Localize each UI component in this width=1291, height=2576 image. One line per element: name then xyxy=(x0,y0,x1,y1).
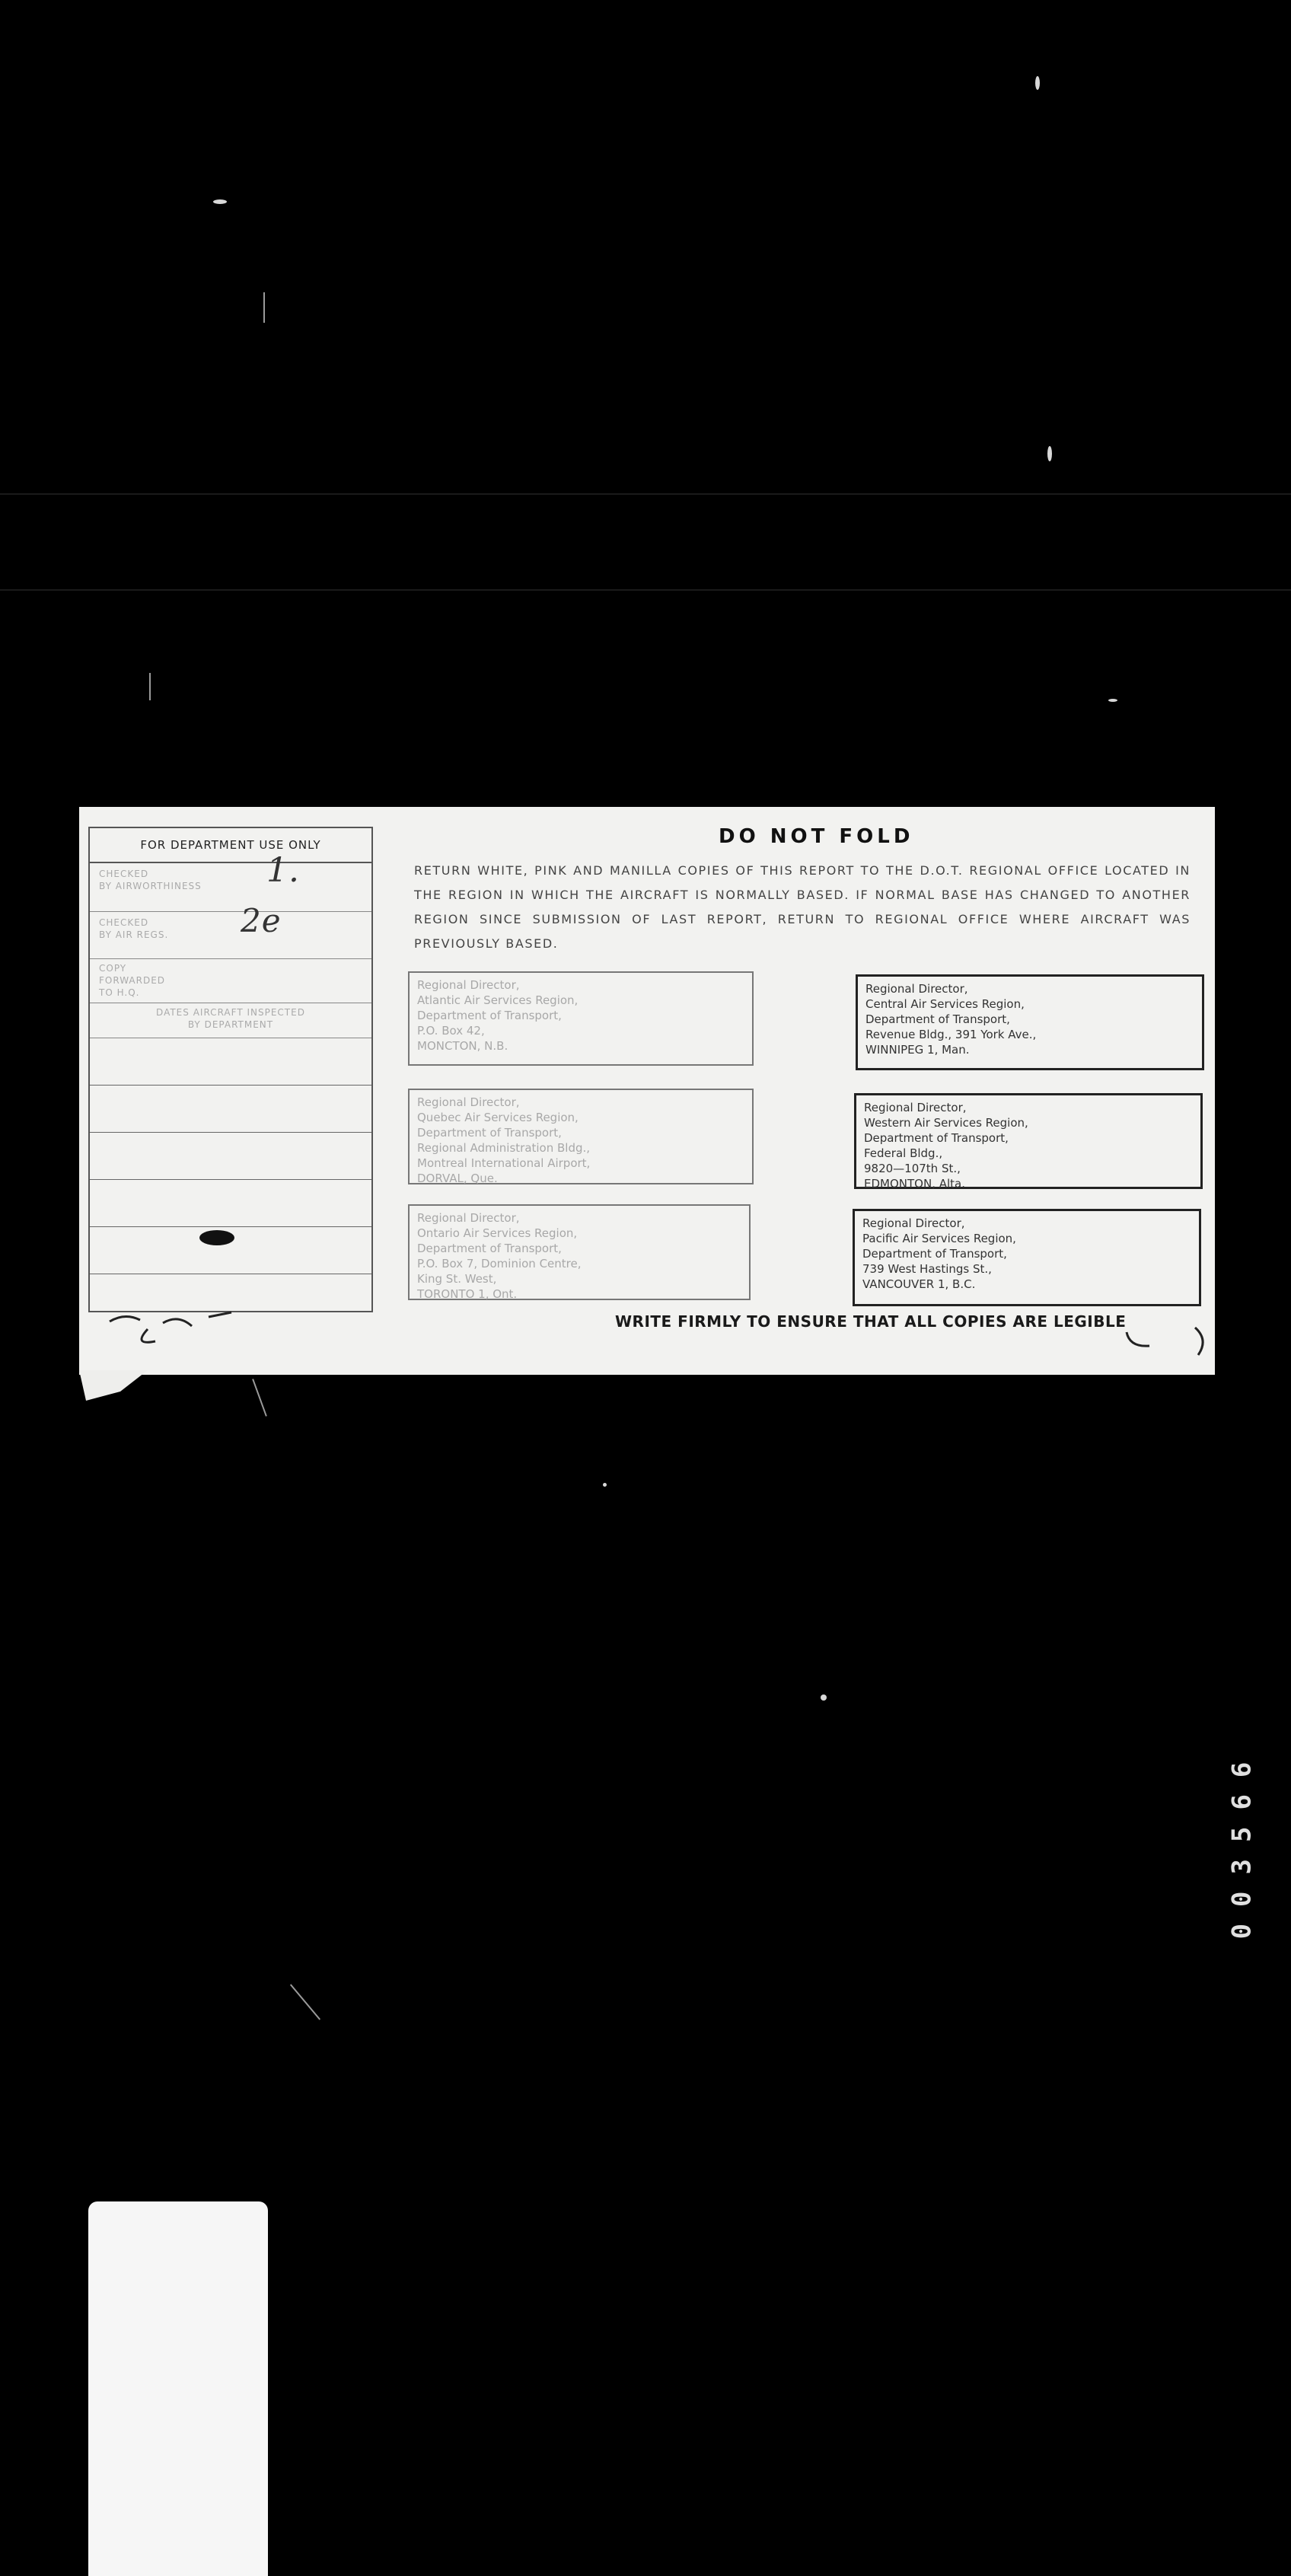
legibility-notice: WRITE FIRMLY TO ENSURE THAT ALL COPIES ARE LEGIBLE xyxy=(615,1312,1127,1331)
address-line: TORONTO 1, Ont. xyxy=(417,1287,518,1301)
copy-forwarded-row xyxy=(90,959,371,1003)
row-label: TO H.Q. xyxy=(99,987,140,998)
address-line: Department of Transport, xyxy=(417,1009,562,1022)
address-line: Regional Director, xyxy=(417,1211,520,1225)
film-speck xyxy=(1108,699,1117,702)
address-line: Montreal International Airport, xyxy=(417,1156,591,1170)
address-line: Regional Director, xyxy=(417,978,520,992)
address-line: Ontario Air Services Region, xyxy=(417,1226,578,1240)
address-line: Federal Bldg., xyxy=(864,1146,943,1160)
form-title: DO NOT FOLD xyxy=(719,825,914,848)
department-use-title: FOR DEPARTMENT USE ONLY xyxy=(90,828,371,863)
address-line: Regional Administration Bldg., xyxy=(417,1141,591,1155)
address-central-region xyxy=(856,974,1204,1070)
row-label: CHECKED xyxy=(99,917,149,928)
film-scratch xyxy=(290,1984,320,2020)
film-frame-line xyxy=(0,493,1291,495)
address-line: 9820—107th St., xyxy=(864,1162,961,1175)
checked-air-regs-row xyxy=(90,902,371,959)
row-label: CHECKED xyxy=(99,869,149,879)
address-line: Central Air Services Region, xyxy=(865,997,1025,1011)
address-line: 739 West Hastings St., xyxy=(862,1262,992,1276)
address-line: King St. West, xyxy=(417,1272,497,1286)
address-line: P.O. Box 7, Dominion Centre, xyxy=(417,1257,582,1270)
row-label: BY AIRWORTHINESS xyxy=(99,881,202,891)
address-line: P.O. Box 42, xyxy=(417,1024,485,1038)
film-speck xyxy=(603,1483,607,1487)
document-number-text: 003566 xyxy=(1226,1745,1258,1940)
film-leader-tab xyxy=(88,2201,268,2576)
ink-blot xyxy=(199,1230,234,1245)
row-label: COPY xyxy=(99,963,127,974)
address-ontario-region xyxy=(408,1204,751,1300)
address-line: Department of Transport, xyxy=(865,1012,1010,1026)
address-line: EDMONTON, Alta. xyxy=(864,1177,965,1191)
film-speck xyxy=(1035,76,1040,90)
date-entry-row xyxy=(90,1038,371,1086)
row-label: BY AIR REGS. xyxy=(99,929,169,940)
dates-inspected-header xyxy=(90,1003,371,1038)
address-line: WINNIPEG 1, Man. xyxy=(865,1043,970,1057)
dates-label: BY DEPARTMENT xyxy=(187,1019,274,1030)
address-line: Department of Transport, xyxy=(417,1126,562,1140)
torn-card-corner xyxy=(79,1370,148,1401)
address-line: Atlantic Air Services Region, xyxy=(417,993,579,1007)
address-line: Regional Director, xyxy=(862,1216,965,1230)
address-atlantic-region xyxy=(408,971,754,1066)
form-card xyxy=(79,807,1215,1375)
date-entry-row xyxy=(90,1180,371,1227)
date-entry-row xyxy=(90,1133,371,1180)
film-speck xyxy=(213,199,227,204)
address-line: DORVAL, Que. xyxy=(417,1172,498,1185)
checked-airworthiness-row xyxy=(90,851,371,912)
address-line: Pacific Air Services Region, xyxy=(862,1232,1016,1245)
address-western-region xyxy=(854,1093,1203,1189)
address-line: Department of Transport, xyxy=(862,1247,1007,1261)
address-line: Regional Director, xyxy=(865,982,968,996)
address-line: Western Air Services Region, xyxy=(864,1116,1028,1130)
address-line: MONCTON, N.B. xyxy=(417,1039,508,1053)
film-scratch xyxy=(252,1379,267,1417)
film-speck xyxy=(821,1694,827,1701)
dates-label: DATES AIRCRAFT INSPECTED xyxy=(156,1007,305,1018)
date-entry-row xyxy=(90,1086,371,1133)
pen-scribble xyxy=(1119,1325,1210,1363)
film-speck xyxy=(1047,446,1052,461)
film-scratch xyxy=(149,673,151,700)
address-line: Regional Director, xyxy=(864,1101,967,1114)
row-label: FORWARDED xyxy=(99,975,166,986)
pen-scribble xyxy=(102,1306,254,1352)
address-line: Department of Transport, xyxy=(864,1131,1009,1145)
handwritten-mark: 1. xyxy=(266,851,300,890)
address-line: Department of Transport, xyxy=(417,1242,562,1255)
film-scratch xyxy=(263,292,265,323)
return-instructions: RETURN WHITE, PINK AND MANILLA COPIES OF THIS REPORT TO THE D.O.T. REGIONAL OFFICE LOCATED IN THE REGION IN WHICH THE AIRCRAFT IS NORMALLY BASED. IF NORMAL BASE HAS CHANGED TO ANOTHER REGION SINCE SUBMISSION OF LAST REPORT, RETURN TO REGIONAL OFFICE WHERE AIRCRAFT WAS PREVIOUSLY BASED. xyxy=(414,863,1191,951)
microfilm-document-number xyxy=(1215,1698,1268,1987)
address-line: VANCOUVER 1, B.C. xyxy=(862,1277,976,1291)
film-frame-line xyxy=(0,589,1291,591)
address-quebec-region xyxy=(408,1089,754,1184)
address-line: Revenue Bldg., 391 York Ave., xyxy=(865,1028,1037,1041)
address-pacific-region xyxy=(853,1209,1201,1306)
address-line: Quebec Air Services Region, xyxy=(417,1111,579,1124)
handwritten-mark: 2e xyxy=(241,902,282,939)
address-line: Regional Director, xyxy=(417,1095,520,1109)
